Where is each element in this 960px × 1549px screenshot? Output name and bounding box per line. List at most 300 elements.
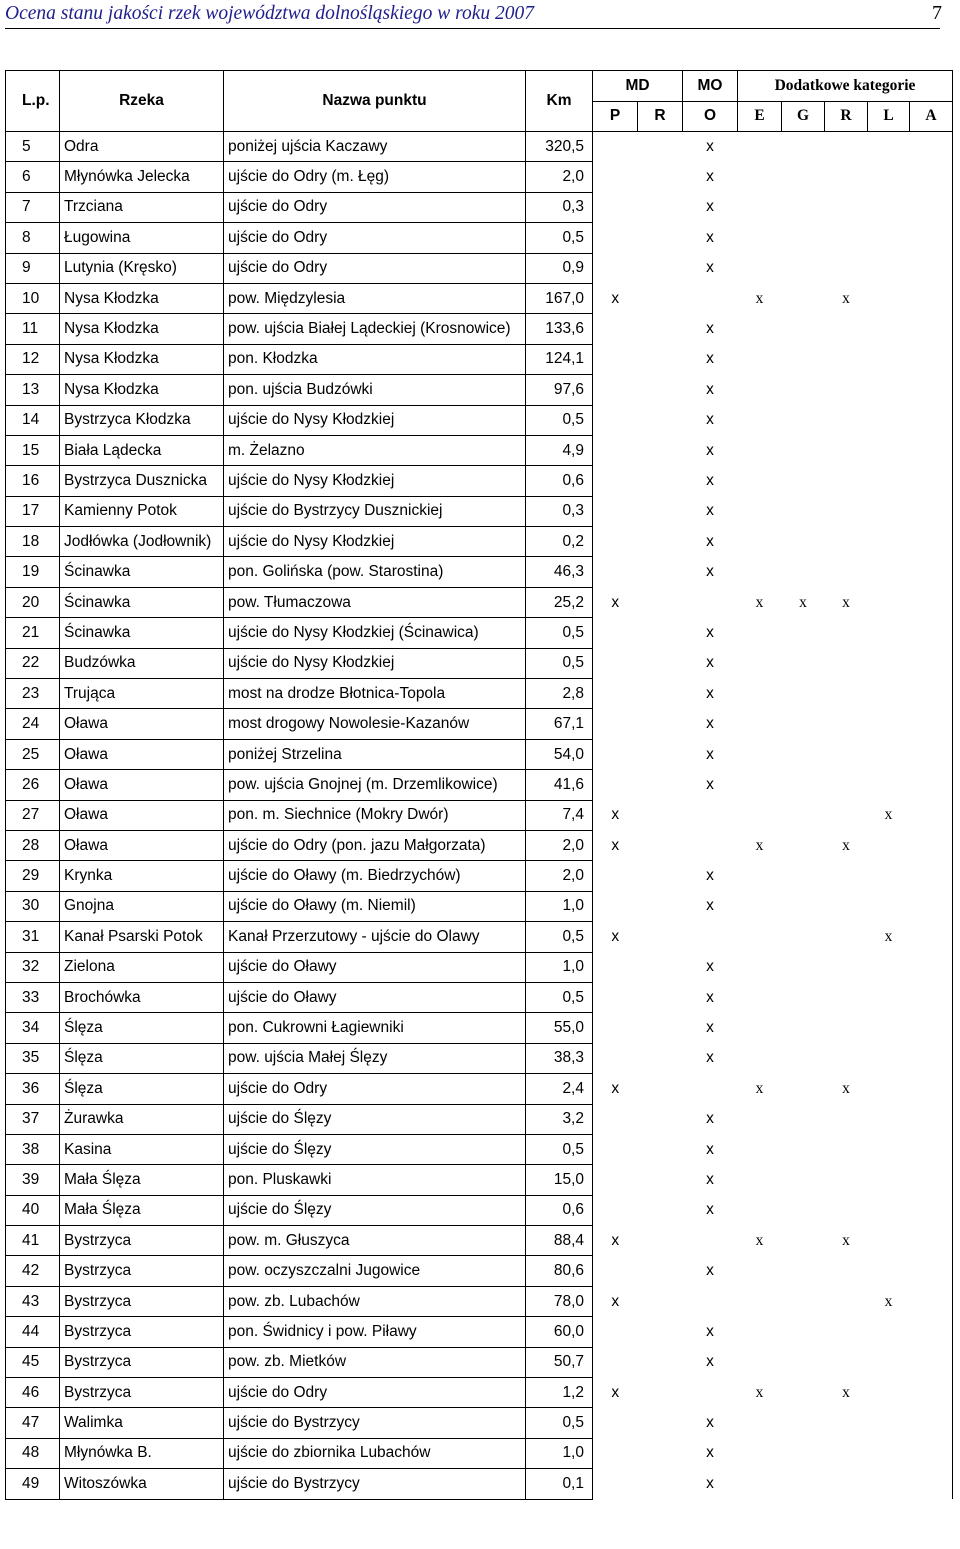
cell-mark-2: x [706,502,714,520]
cell-mark-5: x [842,836,850,854]
cell-mark-4 [782,283,825,313]
cell-mark-3 [738,1165,782,1195]
cell-lp: 44 [6,1317,60,1347]
cell-mark-3 [738,861,782,891]
table-row [6,375,953,405]
cell-mark-3 [738,314,782,344]
cell-mark-7 [910,1378,953,1408]
cell-rzeka: Ślęza [60,1043,224,1073]
subheader-g-4: G [782,101,825,132]
cell-mark-2: x [706,259,714,277]
cell-mark-3 [738,891,782,921]
cell-mark-6 [868,1317,910,1347]
cell-mark-4 [782,891,825,921]
cell-rzeka: Bystrzyca [60,1317,224,1347]
cell-mark-6 [868,739,910,769]
cell-mark-2 [683,922,738,952]
cell-mark-2: x [706,1019,714,1037]
cell-lp: 21 [6,618,60,648]
cell-rzeka: Witoszówka [60,1469,224,1499]
cell-mark-5 [825,1195,868,1225]
cell-mark-7 [910,709,953,739]
cell-mark-2: x [706,958,714,976]
cell-km: 0,9 [526,253,593,283]
cell-mark-7 [910,1043,953,1073]
cell-mark-7 [910,800,953,830]
cell-rzeka: Żurawka [60,1104,224,1134]
cell-mark-7 [910,739,953,769]
cell-rzeka: Trująca [60,679,224,709]
cell-mark-0 [593,466,638,496]
cell-mark-1 [638,375,683,405]
cell-km: 0,5 [526,982,593,1012]
cell-nazwa-punktu: ujście do Oławy [224,952,526,982]
table-row [6,648,953,678]
cell-rzeka: Ługowina [60,223,224,253]
cell-mark-1 [638,1256,683,1286]
table-row [6,800,953,830]
cell-mark-3 [738,770,782,800]
cell-rzeka: Nysa Kłodzka [60,375,224,405]
cell-mark-6 [868,1469,910,1499]
table-row [6,770,953,800]
table-row [6,1074,953,1104]
cell-rzeka: Mała Ślęza [60,1165,224,1195]
cell-rzeka: Ślęza [60,1013,224,1043]
cell-mark-0 [593,405,638,435]
cell-km: 60,0 [526,1317,593,1347]
table-row [6,1347,953,1377]
cell-mark-5 [825,1286,868,1316]
cell-mark-6 [868,952,910,982]
cell-nazwa-punktu: ujście do Bystrzycy Dusznickiej [224,496,526,526]
cell-rzeka: Młynówka B. [60,1438,224,1468]
cell-mark-5: x [842,593,850,611]
cell-nazwa-punktu: ujście do zbiornika Lubachów [224,1438,526,1468]
cell-lp: 29 [6,861,60,891]
cell-mark-6 [868,1195,910,1225]
cell-mark-2: x [706,1444,714,1462]
cell-nazwa-punktu: ujście do Odry (pon. jazu Małgorzata) [224,830,526,860]
cell-nazwa-punktu: ujście do Nysy Kłodzkiej [224,648,526,678]
cell-mark-0 [593,314,638,344]
cell-mark-0 [593,1256,638,1286]
cell-mark-2: x [706,471,714,489]
header-dodatkowe-kategorie: Dodatkowe kategorie [738,71,953,102]
cell-rzeka: Bystrzyca Dusznicka [60,466,224,496]
cell-mark-4 [782,192,825,222]
table-row [6,679,953,709]
cell-mark-2: x [706,411,714,429]
cell-mark-3: x [755,289,764,307]
cell-mark-5 [825,770,868,800]
header-lp: L.p. [6,71,60,132]
cell-mark-2: x [706,654,714,672]
cell-mark-0 [593,435,638,465]
cell-mark-7 [910,618,953,648]
cell-mark-7 [910,922,953,952]
subheader-a-7: A [910,101,953,132]
cell-nazwa-punktu: most na drodze Błotnica-Topola [224,679,526,709]
cell-mark-5 [825,952,868,982]
cell-mark-2: x [706,137,714,155]
cell-mark-1 [638,1134,683,1164]
cell-mark-7 [910,1286,953,1316]
page-title: Ocena stanu jakości rzek województwa dolnośląskiego w roku 2007 [5,3,534,24]
cell-km: 88,4 [526,1226,593,1256]
cell-mark-2: x [706,1322,714,1340]
cell-mark-0: x [593,1378,638,1408]
cell-mark-7 [910,1438,953,1468]
cell-mark-4 [782,253,825,283]
cell-rzeka: Bystrzyca [60,1378,224,1408]
cell-mark-0: x [593,800,638,830]
cell-mark-2: x [706,350,714,368]
cell-mark-4 [782,1043,825,1073]
cell-mark-4 [782,344,825,374]
cell-mark-0: x [593,1226,638,1256]
cell-rzeka: Oława [60,800,224,830]
cell-nazwa-punktu: ujście do Oławy (m. Biedrzychów) [224,861,526,891]
cell-km: 0,5 [526,648,593,678]
cell-nazwa-punktu: ujście do Oławy (m. Niemil) [224,891,526,921]
cell-mark-4 [782,739,825,769]
cell-mark-7 [910,982,953,1012]
cell-km: 0,1 [526,1469,593,1499]
cell-nazwa-punktu: pon. Golińska (pow. Starostina) [224,557,526,587]
cell-mark-1 [638,253,683,283]
cell-mark-4 [782,1195,825,1225]
cell-mark-2: x [706,320,714,338]
cell-mark-3 [738,739,782,769]
cell-mark-7 [910,770,953,800]
cell-mark-1 [638,314,683,344]
cell-mark-5 [825,861,868,891]
cell-mark-6 [868,1378,910,1408]
cell-lp: 40 [6,1195,60,1225]
cell-mark-4 [782,223,825,253]
table-row [6,861,953,891]
cell-mark-4 [782,709,825,739]
cell-km: 133,6 [526,314,593,344]
cell-mark-2: x [706,684,714,702]
cell-mark-4 [782,952,825,982]
page-header [5,0,940,29]
cell-nazwa-punktu: pon. Pluskawki [224,1165,526,1195]
subheader-e-3: E [738,101,782,132]
cell-mark-3 [738,648,782,678]
cell-mark-7 [910,496,953,526]
cell-mark-1 [638,192,683,222]
cell-mark-1 [638,435,683,465]
cell-mark-3 [738,1317,782,1347]
cell-mark-0 [593,891,638,921]
cell-rzeka: Biała Lądecka [60,435,224,465]
cell-mark-5 [825,132,868,162]
cell-mark-6 [868,830,910,860]
cell-mark-1 [638,132,683,162]
cell-mark-4 [782,1104,825,1134]
cell-nazwa-punktu: pow. m. Głuszyca [224,1226,526,1256]
table-row [6,1378,953,1408]
cell-mark-3: x [755,1231,764,1249]
cell-mark-0 [593,1408,638,1438]
cell-mark-1 [638,1074,683,1104]
cell-mark-6 [868,314,910,344]
cell-mark-4 [782,1013,825,1043]
cell-rzeka: Bystrzyca [60,1347,224,1377]
cell-mark-5: x [842,1079,850,1097]
cell-rzeka: Bystrzyca [60,1256,224,1286]
cell-mark-7 [910,557,953,587]
cell-mark-6 [868,405,910,435]
cell-mark-4 [782,496,825,526]
cell-mark-5 [825,648,868,678]
cell-nazwa-punktu: ujście do Odry [224,223,526,253]
cell-mark-3 [738,162,782,192]
cell-mark-3 [738,922,782,952]
cell-mark-3 [738,1408,782,1438]
cell-lp: 37 [6,1104,60,1134]
cell-mark-3 [738,405,782,435]
cell-lp: 35 [6,1043,60,1073]
cell-mark-3 [738,1438,782,1468]
cell-mark-2 [683,1074,738,1104]
table-row [6,982,953,1012]
cell-rzeka: Kasina [60,1134,224,1164]
cell-mark-1 [638,587,683,617]
cell-mark-5 [825,405,868,435]
cell-mark-1 [638,496,683,526]
cell-nazwa-punktu: ujście do Bystrzycy [224,1408,526,1438]
cell-mark-7 [910,1013,953,1043]
cell-mark-5 [825,223,868,253]
cell-km: 4,9 [526,435,593,465]
cell-lp: 47 [6,1408,60,1438]
cell-rzeka: Bystrzyca Kłodzka [60,405,224,435]
cell-lp: 31 [6,922,60,952]
table-row [6,618,953,648]
cell-mark-5 [825,435,868,465]
cell-nazwa-punktu: ujście do Bystrzycy [224,1469,526,1499]
cell-mark-0 [593,527,638,557]
cell-km: 0,5 [526,223,593,253]
cell-lp: 8 [6,223,60,253]
cell-mark-7 [910,1074,953,1104]
cell-mark-1 [638,679,683,709]
cell-mark-5 [825,739,868,769]
cell-mark-0: x [593,283,638,313]
cell-mark-5 [825,1256,868,1286]
cell-km: 1,0 [526,952,593,982]
cell-mark-2: x [706,532,714,550]
cell-rzeka: Jodłówka (Jodłownik) [60,527,224,557]
cell-mark-7 [910,466,953,496]
cell-mark-3 [738,1104,782,1134]
table-row [6,1226,953,1256]
cell-lp: 42 [6,1256,60,1286]
table-row [6,1195,953,1225]
cell-rzeka: Trzciana [60,192,224,222]
cell-mark-6 [868,679,910,709]
cell-mark-4 [782,314,825,344]
cell-mark-1 [638,618,683,648]
table-row [6,344,953,374]
cell-mark-3: x [755,836,764,854]
cell-mark-1 [638,1043,683,1073]
river-quality-table [5,70,953,1500]
cell-rzeka: Zielona [60,952,224,982]
cell-mark-3 [738,679,782,709]
cell-mark-2: x [706,380,714,398]
cell-mark-5: x [842,1231,850,1249]
header-rzeka: Rzeka [60,71,224,132]
cell-lp: 28 [6,830,60,860]
cell-mark-7 [910,192,953,222]
cell-mark-1 [638,861,683,891]
cell-km: 124,1 [526,344,593,374]
cell-lp: 20 [6,587,60,617]
cell-nazwa-punktu: ujście do Nysy Kłodzkiej (Ścinawica) [224,618,526,648]
cell-km: 80,6 [526,1256,593,1286]
cell-mark-5 [825,1469,868,1499]
cell-mark-6 [868,1408,910,1438]
cell-mark-4 [782,982,825,1012]
cell-mark-4 [782,1438,825,1468]
cell-mark-1 [638,1104,683,1134]
cell-mark-2: x [706,1414,714,1432]
cell-mark-7 [910,1134,953,1164]
cell-mark-0 [593,1347,638,1377]
table-row [6,557,953,587]
cell-km: 167,0 [526,283,593,313]
cell-mark-5 [825,1408,868,1438]
subheader-l-6: L [868,101,910,132]
cell-nazwa-punktu: ujście do Odry (m. Łęg) [224,162,526,192]
header-mo: MO [683,71,738,102]
table-row [6,1043,953,1073]
cell-mark-1 [638,527,683,557]
cell-nazwa-punktu: m. Żelazno [224,435,526,465]
cell-mark-2: x [706,1201,714,1219]
table-row [6,1013,953,1043]
cell-mark-3 [738,1043,782,1073]
cell-mark-7 [910,314,953,344]
cell-mark-4 [782,648,825,678]
cell-mark-2: x [706,1474,714,1492]
cell-nazwa-punktu: pow. zb. Mietków [224,1347,526,1377]
cell-mark-5 [825,162,868,192]
cell-mark-5 [825,344,868,374]
cell-rzeka: Ślęza [60,1074,224,1104]
table-row [6,1165,953,1195]
cell-rzeka: Oława [60,709,224,739]
cell-mark-4 [782,800,825,830]
cell-km: 2,4 [526,1074,593,1104]
cell-mark-5 [825,496,868,526]
cell-lp: 33 [6,982,60,1012]
table-row [6,952,953,982]
table-row [6,1317,953,1347]
cell-lp: 13 [6,375,60,405]
cell-mark-1 [638,162,683,192]
cell-nazwa-punktu: pow. oczyszczalni Jugowice [224,1256,526,1286]
cell-nazwa-punktu: ujście do Ślęzy [224,1134,526,1164]
table-row [6,283,953,313]
cell-mark-2: x [706,715,714,733]
cell-mark-5 [825,1104,868,1134]
cell-mark-5 [825,618,868,648]
cell-mark-3 [738,1469,782,1499]
cell-mark-0 [593,1195,638,1225]
cell-km: 0,5 [526,1134,593,1164]
cell-mark-7 [910,132,953,162]
cell-mark-7 [910,162,953,192]
cell-mark-4 [782,1317,825,1347]
cell-mark-7 [910,679,953,709]
cell-mark-6: x [884,927,893,945]
cell-mark-0 [593,1104,638,1134]
cell-lp: 23 [6,679,60,709]
cell-rzeka: Ścinawka [60,618,224,648]
cell-mark-0 [593,557,638,587]
cell-rzeka: Oława [60,830,224,860]
cell-mark-0 [593,861,638,891]
cell-mark-0 [593,192,638,222]
cell-rzeka: Młynówka Jelecka [60,162,224,192]
table-row [6,527,953,557]
cell-mark-1 [638,1013,683,1043]
cell-mark-0: x [593,922,638,952]
cell-mark-6 [868,648,910,678]
cell-mark-2: x [706,563,714,581]
cell-mark-1 [638,982,683,1012]
cell-mark-4 [782,435,825,465]
cell-nazwa-punktu: pow. Międzylesia [224,283,526,313]
subheader-r-1: R [638,101,683,132]
cell-lp: 22 [6,648,60,678]
cell-mark-4 [782,618,825,648]
cell-mark-1 [638,1317,683,1347]
cell-mark-3 [738,618,782,648]
cell-rzeka: Kanał Psarski Potok [60,922,224,952]
cell-nazwa-punktu: pow. ujścia Białej Lądeckiej (Krosnowice) [224,314,526,344]
cell-mark-4 [782,1165,825,1195]
cell-mark-2: x [706,441,714,459]
cell-lp: 11 [6,314,60,344]
cell-mark-3 [738,709,782,739]
cell-mark-0 [593,770,638,800]
cell-mark-6 [868,587,910,617]
cell-mark-1 [638,1195,683,1225]
table-body [6,132,953,1500]
cell-mark-3 [738,375,782,405]
table-row [6,587,953,617]
cell-mark-3 [738,466,782,496]
header-md: MD [593,71,683,102]
cell-km: 25,2 [526,587,593,617]
cell-mark-1 [638,405,683,435]
cell-mark-6 [868,1104,910,1134]
cell-mark-2 [683,1226,738,1256]
cell-mark-2: x [706,1262,714,1280]
cell-mark-2: x [706,1049,714,1067]
cell-lp: 25 [6,739,60,769]
cell-rzeka: Lutynia (Kręsko) [60,253,224,283]
cell-mark-1 [638,770,683,800]
cell-lp: 7 [6,192,60,222]
cell-mark-5 [825,679,868,709]
